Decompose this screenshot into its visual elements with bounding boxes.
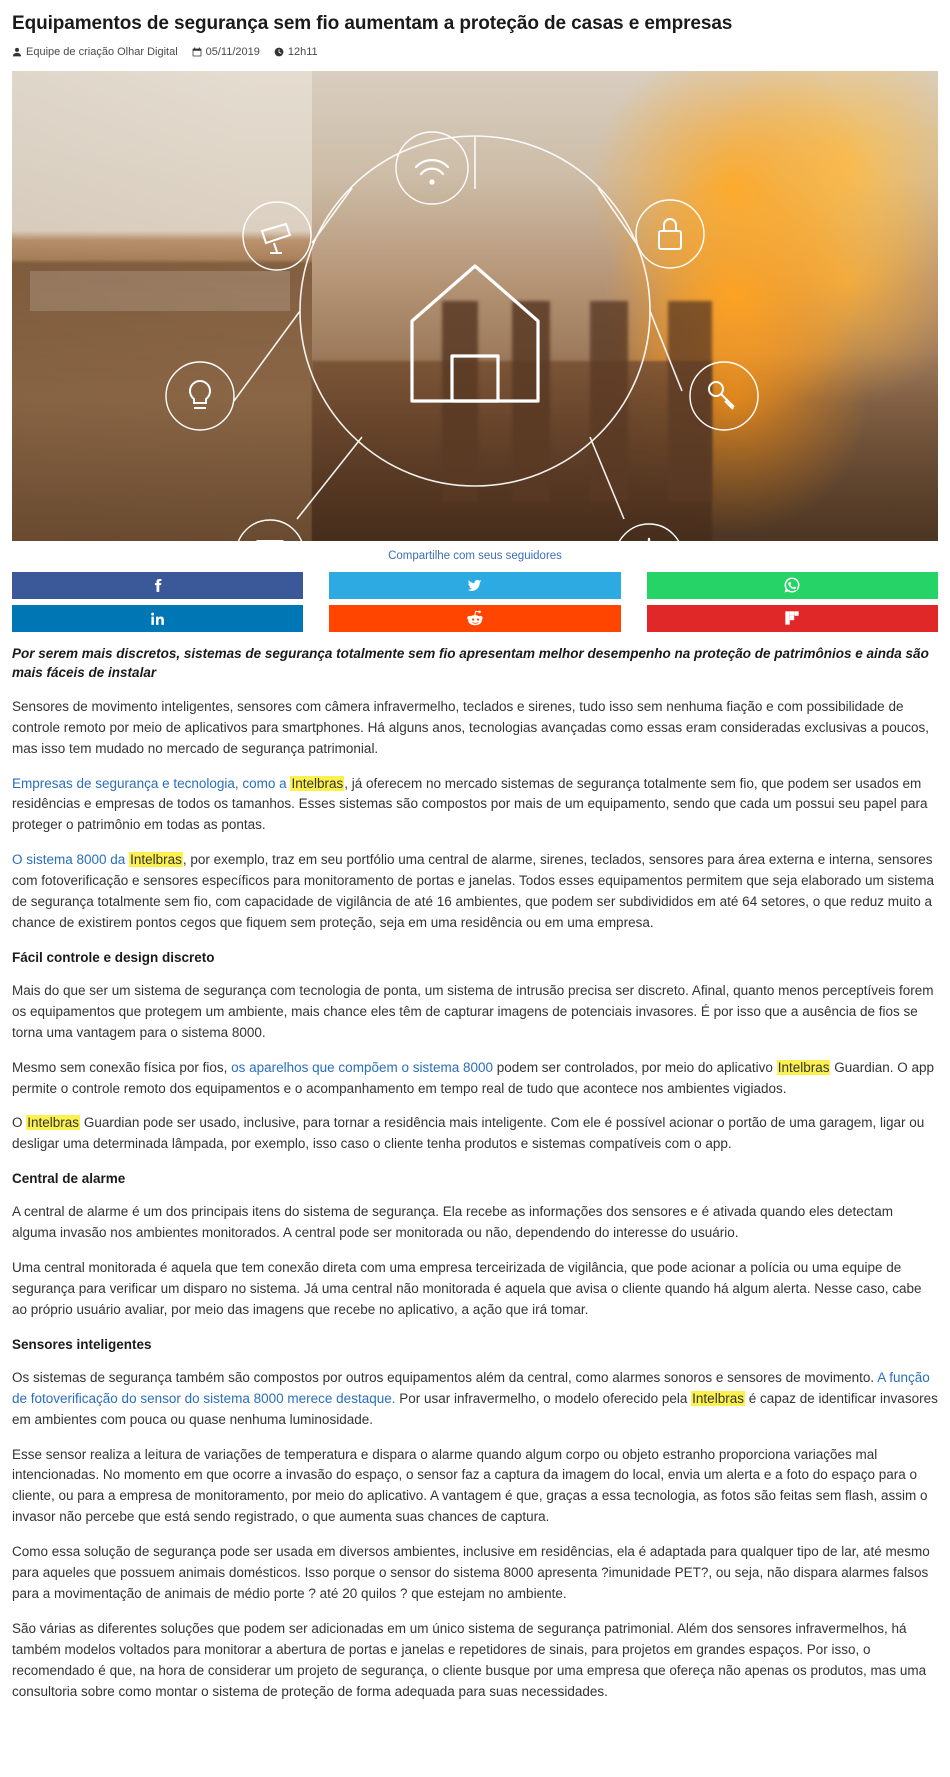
paragraph-6 [12,1113,938,1155]
share-whatsapp-button[interactable] [647,572,938,599]
publish-time: 12h11 [287,45,318,58]
paragraph-1: Sensores de movimento inteligentes, sensores com câmera infravermelho, teclados e sirenes, tudo isso sem nenhuma fiação e com possibilidade de controle remoto por meio de aplicativos para smartphones. Há alguns anos, tecnologias avançadas como essas eram consideradas exclusivas a poucos, mas isso tem mudado no mercado de segurança patrimonial. [12,698,929,756]
linkedin-icon [149,610,166,627]
page-title: Equipamentos de segurança sem fio aumentam a proteção de casas e empresas [12,13,733,34]
share-facebook-button[interactable] [12,572,303,599]
paragraph-9 [12,1368,938,1431]
share-flipboard-button[interactable] [647,605,938,632]
twitter-icon [466,577,483,594]
facebook-icon [149,577,166,594]
wifi-icon [396,132,468,204]
paragraph-5-rest: Guardian. O app permite o controle remoto dos equipamentos e o acompanhamento em tempo real de tudo que acontece nos ambientes vigiados. [12,1059,935,1096]
paragraph-11: Como essa solução de segurança pode ser usada em diversos ambientes, inclusive em residências, ela é adaptada para qualquer tipo de lar, até mesmo para aqueles que possuem animais domésticos. Isso porque o sensor do sistema 8000 apresenta ?imunidade PET?, ou seja, não dispara alarmes falsos para a movimentação de animais de médio porte ? até 20 quilos ? que estejam no ambiente. [12,1544,930,1602]
paragraph-3-rest: , por exemplo, traz em seu portfólio uma central de alarme, sirenes, teclados, sensores para área externa e interna, sensores com fotoverificação e sensores específicos para monitoramento de portas e janelas. Todos esses equipamentos permitem que seja elaborado um sistema de segurança totalmente sem fio, com capacidade de vigilância de até 16 ambientes, que podem ser subdivididos em até 64 setores, o que reduz muito a chance de existirem pontos cegos que fiquem sem proteção, seja em uma residência ou em uma empresa. [12,852,934,931]
highlight-intelbras-5: Intelbras [692,1390,744,1406]
flipboard-icon [784,610,800,626]
article-hero-image [12,71,938,541]
publish-date: 05/11/2019 [205,45,260,58]
key-icon [690,362,758,430]
link-fotoverificacao[interactable]: A função de fotoverificação do sensor do sistema 8000 merece destaque. [12,1369,930,1406]
link-aparelhos-sistema-8000[interactable]: os aparelhos que compõem o sistema 8000 [231,1059,494,1075]
subheading-sensores-inteligentes: Sensores inteligentes [12,1336,152,1352]
paragraph-8: Uma central monitorada é aquela que tem conexão direta com uma empresa terceirizada de vigilância, que pode acionar a polícia ou uma equipe de segurança para verificar um disparo no sistema. Já uma central não monitorada é aquela que avisa o cliente quando há algum alerta. Nesse caso, cabe ao próprio usuário avaliar, por meio das imagens que recebe no aplicativo, a ação que irá tomar. [12,1260,922,1317]
paragraph-5 [12,1058,938,1100]
hero-security-overlay [12,71,938,541]
paragraph-6-rest: Guardian pode ser usado, inclusive, para tornar a residência mais inteligente. Com ele é possível acionar o portão de uma garagem, ligar ou desligar uma determinada lâmpada, por exemplo, isso caso o cliente tenha produtos e sistemas compatíveis com o app. [12,1115,925,1152]
paragraph-12: São várias as diferentes soluções que podem ser adicionadas em um único sistema de segurança patrimonial. Além dos sensores infravermelhos, há também modelos voltados para monitorar a abertura de portas e janelas e repetidores de sinais, para projetos em grandes espaços. Por isso, o recomendado é que, na hora de considerar um projeto de segurança, o cliente busque por uma empresa que ofereça não apenas os produtos, mas uma consultoria sobre como montar o sistema de proteção de forma adequada para suas necessidades. [12,1621,927,1699]
paragraph-9-mid: Por usar infravermelho, o modelo oferecido pela [399,1390,688,1406]
paragraph-6-pre: O [12,1115,23,1131]
lock-icon [636,200,704,268]
highlight-intelbras-2: Intelbras [130,852,182,868]
clock-icon [274,47,284,57]
link-sistema-8000[interactable]: O sistema 8000 da [12,852,126,868]
article-lead: Por serem mais discretos, sistemas de segurança totalmente sem fio apresentam melhor desempenho na proteção de patrimônios e ainda são mais fáceis de instalar [12,645,929,681]
highlight-intelbras-4: Intelbras [27,1115,80,1131]
paragraph-4: Mais do que ser um sistema de segurança com tecnologia de ponta, um sistema de intrusão precisa ser discreto. Afinal, quanto menos perceptíveis forem os equipamentos que protegem um ambiente, mais chance eles têm de capturar imagens de potenciais invasores. É por isso que a ausência de fios se torna uma vantagem para o sistema 8000. [12,982,934,1040]
paragraph-9-pre: Os sistemas de segurança também são compostos por outros equipamentos além da central, como alarmes sonoros e sensores de movimento. [12,1369,875,1385]
paragraph-9-rest: é capaz de identificar invasores em ambientes com pouca ou quase nenhuma luminosidade. [12,1390,938,1427]
paragraph-5-pre: Mesmo sem conexão física por fios, [12,1059,228,1075]
user-icon [12,47,22,57]
power-icon [615,524,683,541]
paragraph-2-rest: , já oferecem no mercado sistemas de segurança totalmente sem fio, que podem ser usados em residências e empresas de todos os tamanhos. Esses sistemas são compostos por mais de um equipamento, sendo que cada um possui seu papel para proteger o patrimônio em todas as pontas. [12,775,928,833]
subheading-controle-design: Fácil controle e design discreto [12,949,215,965]
share-linkedin-button[interactable] [12,605,303,632]
meta-time [274,44,318,61]
share-buttons [12,572,938,632]
link-empresas-seguranca[interactable]: Empresas de segurança e tecnologia, como a [12,775,287,791]
highlight-intelbras-1: Intelbras [291,775,344,791]
paragraph-3 [12,850,938,934]
share-twitter-button[interactable] [329,572,620,599]
camera-icon [243,202,311,270]
paragraph-5-mid: podem ser controlados, por meio do aplicativo [496,1059,773,1075]
highlight-intelbras-3: Intelbras [777,1059,830,1075]
subheading-central-alarme: Central de alarme [12,1171,126,1187]
share-label: Compartilhe com seus seguidores [388,549,562,562]
paragraph-2 [12,774,938,837]
paragraph-10: Esse sensor realiza a leitura de variações de temperatura e dispara o alarme quando algum corpo ou objeto estranho proporciona variações mal intencionadas. No momento em que ocorre a invasão do espaço, o sensor faz a captura da imagem do local, envia um alerta e a foto do espaço para o cliente, ou para a empresa de monitoramento, por meio do aplicativo. A vantagem é que, graças a essa tecnologia, as fotos são feitas sem flash, assim o invasor não percebe que está sendo registrado, o que aumenta suas chances de captura. [12,1446,928,1525]
meta-date [192,44,260,61]
whatsapp-icon [783,576,801,594]
film-icon [236,520,304,541]
bulb-icon [166,362,234,430]
reddit-icon [466,609,484,627]
meta-author [12,44,178,61]
share-reddit-button[interactable] [329,605,620,632]
calendar-icon [192,47,202,57]
paragraph-7: A central de alarme é um dos principais itens do sistema de segurança. Ela recebe as informações dos sensores e é ativada quando eles detectam alguma invasão nos ambientes monitorados. A central pode ser monitorada ou não, dependendo do interesse do usuário. [12,1204,894,1241]
author-name: Equipe de criação Olhar Digital [26,45,178,58]
article-meta [12,44,938,61]
